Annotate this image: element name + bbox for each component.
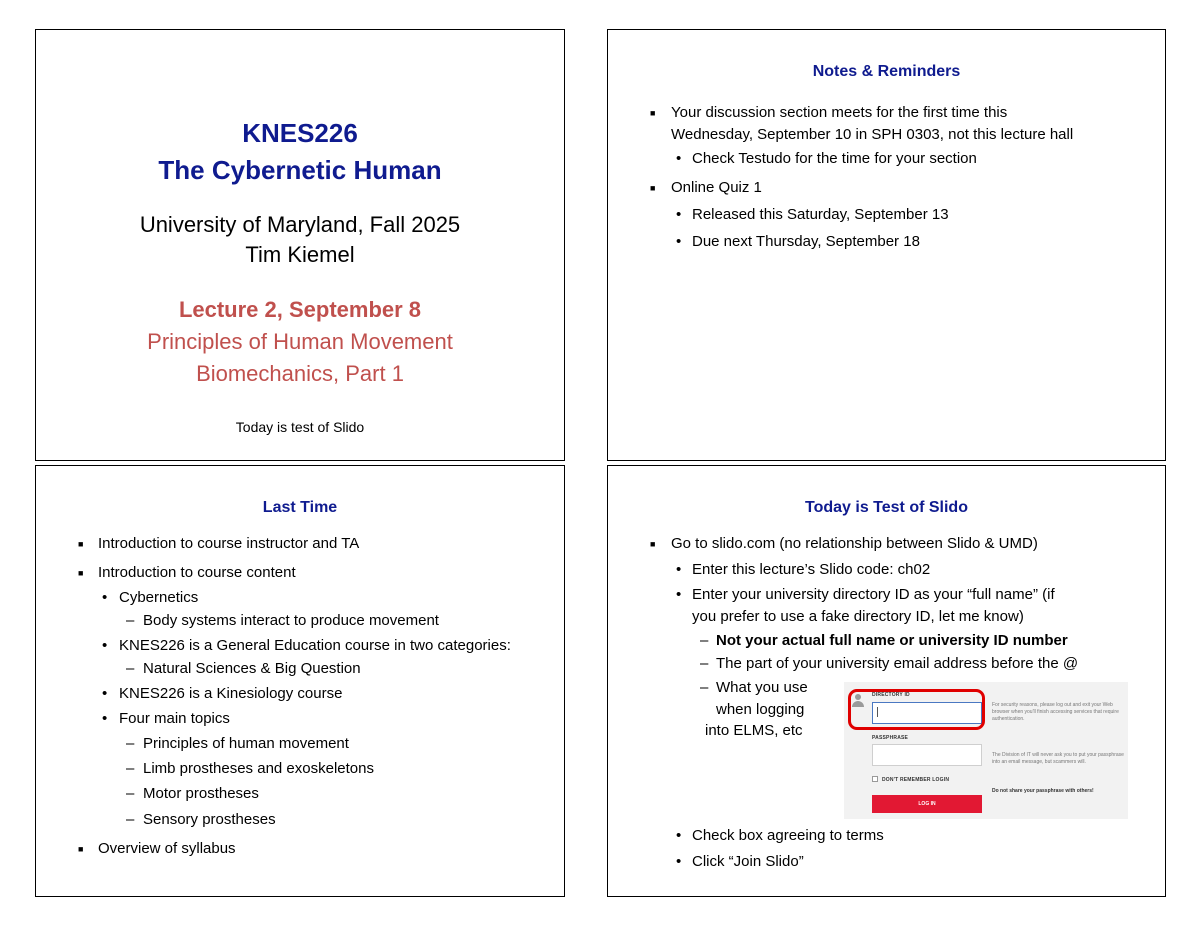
list-item: Check Testudo for the time for your section <box>692 150 977 167</box>
dot-bullet-icon: • <box>676 827 682 844</box>
square-bullet-icon: ■ <box>78 539 84 549</box>
list-item: Overview of syllabus <box>98 840 236 857</box>
dash-bullet-icon: – <box>126 811 135 828</box>
dot-bullet-icon: • <box>102 589 108 606</box>
list-item: Online Quiz 1 <box>671 179 762 196</box>
list-item: Natural Sciences & Big Question <box>143 660 361 677</box>
square-bullet-icon: ■ <box>650 108 656 118</box>
course-heading <box>36 115 564 189</box>
passphrase-label: PASSPHRASE <box>872 735 909 741</box>
security-note: For security reasons, please log out and exit your Web browser when you'll finish accessing services that require authentication. <box>992 702 1119 722</box>
list-item: Body systems interact to produce movement <box>143 612 439 629</box>
dot-bullet-icon: • <box>676 233 682 250</box>
list-item: KNES226 is a Kinesiology course <box>119 685 343 702</box>
bullet-list <box>36 466 564 896</box>
dash-bullet-icon: – <box>126 785 135 802</box>
course-title: The Cybernetic Human <box>158 155 442 185</box>
instructor-name: Tim Kiemel <box>245 242 355 267</box>
square-bullet-icon: ■ <box>78 844 84 854</box>
dash-bullet-icon: – <box>700 632 709 649</box>
slide-title <box>35 29 565 461</box>
list-item: Wednesday, September 10 in SPH 0303, not this lecture hall <box>671 126 1074 143</box>
square-bullet-icon: ■ <box>650 183 656 193</box>
slide-heading: Today is Test of Slido <box>805 499 968 516</box>
list-item: Your discussion section meets for the first time this <box>671 104 1008 121</box>
course-info <box>36 210 564 270</box>
login-button[interactable]: LOG IN <box>872 795 982 813</box>
dot-bullet-icon: • <box>676 586 682 603</box>
dot-bullet-icon: • <box>102 685 108 702</box>
square-bullet-icon: ■ <box>650 539 656 549</box>
passphrase-input[interactable] <box>872 744 982 766</box>
dot-bullet-icon: • <box>102 710 108 727</box>
list-item: Limb prostheses and exoskeletons <box>143 760 374 777</box>
dash-bullet-icon: – <box>126 760 135 777</box>
dot-bullet-icon: • <box>102 637 108 654</box>
lecture-title: Lecture 2, September 8 <box>178 297 422 322</box>
lecture-topic <box>36 326 564 390</box>
slido-note: Today is test of Slido <box>235 419 365 435</box>
slide-notes-reminders <box>607 29 1166 461</box>
highlight-box <box>848 689 985 730</box>
dash-bullet-icon: – <box>126 660 135 677</box>
dot-bullet-icon: • <box>676 206 682 223</box>
dash-bullet-icon: – <box>700 655 709 672</box>
list-item: Introduction to course instructor and TA <box>98 535 360 552</box>
list-item: Sensory prostheses <box>143 811 276 828</box>
bullet-list <box>608 466 1165 896</box>
list-item: into ELMS, etc <box>705 722 803 739</box>
dash-bullet-icon: – <box>126 612 135 629</box>
list-item: Enter this lecture’s Slido code: ch02 <box>692 561 931 578</box>
remember-checkbox[interactable] <box>872 776 878 782</box>
slide-heading: Last Time <box>262 499 338 516</box>
list-item: Click “Join Slido” <box>692 853 804 870</box>
list-item: Due next Thursday, September 18 <box>692 233 920 250</box>
list-item: Four main topics <box>119 710 230 727</box>
list-item: Motor prostheses <box>143 785 259 802</box>
passphrase-warning: Do not share your passphrase with others! <box>992 788 1094 794</box>
dash-bullet-icon: – <box>126 735 135 752</box>
list-item: Released this Saturday, September 13 <box>692 206 949 223</box>
list-item: Enter your university directory ID as your “full name” (if <box>692 586 1055 603</box>
dash-bullet-icon: – <box>700 679 709 696</box>
directory-id-label: DIRECTORY ID <box>872 692 910 698</box>
list-item: Cybernetics <box>119 589 199 606</box>
dot-bullet-icon: • <box>676 853 682 870</box>
list-item: KNES226 is a General Education course in two categories: <box>119 637 511 654</box>
university-term: University of Maryland, Fall 2025 <box>139 212 461 237</box>
list-item: Check box agreeing to terms <box>692 827 884 844</box>
slide-last-time <box>35 465 565 897</box>
remember-label: DON'T REMEMBER LOGIN <box>882 777 950 783</box>
course-code: KNES226 <box>242 118 358 148</box>
lecture-topic-line: Principles of Human Movement <box>147 329 453 354</box>
list-item: Not your actual full name or university ID number <box>716 632 1068 649</box>
list-item: Introduction to course content <box>98 564 296 581</box>
square-bullet-icon: ■ <box>78 568 84 578</box>
bullet-list <box>608 30 1165 460</box>
list-item: Go to slido.com (no relationship between Slido & UMD) <box>671 535 1038 552</box>
division-note: The Division of IT will never ask you to put your passphrase into an email message, but scammers will. <box>992 752 1124 765</box>
list-item: you prefer to use a fake directory ID, let me know) <box>692 608 1024 625</box>
slide-slido-test <box>607 465 1166 897</box>
dot-bullet-icon: • <box>676 561 682 578</box>
slide-heading: Notes & Reminders <box>812 63 961 80</box>
list-item: What you use <box>716 679 808 696</box>
list-item: Principles of human movement <box>143 735 349 752</box>
list-item: when logging <box>716 701 805 718</box>
dot-bullet-icon: • <box>676 150 682 167</box>
lecture-subtopic-line: Biomechanics, Part 1 <box>196 361 404 386</box>
list-item: The part of your university email address before the @ <box>716 655 1079 672</box>
